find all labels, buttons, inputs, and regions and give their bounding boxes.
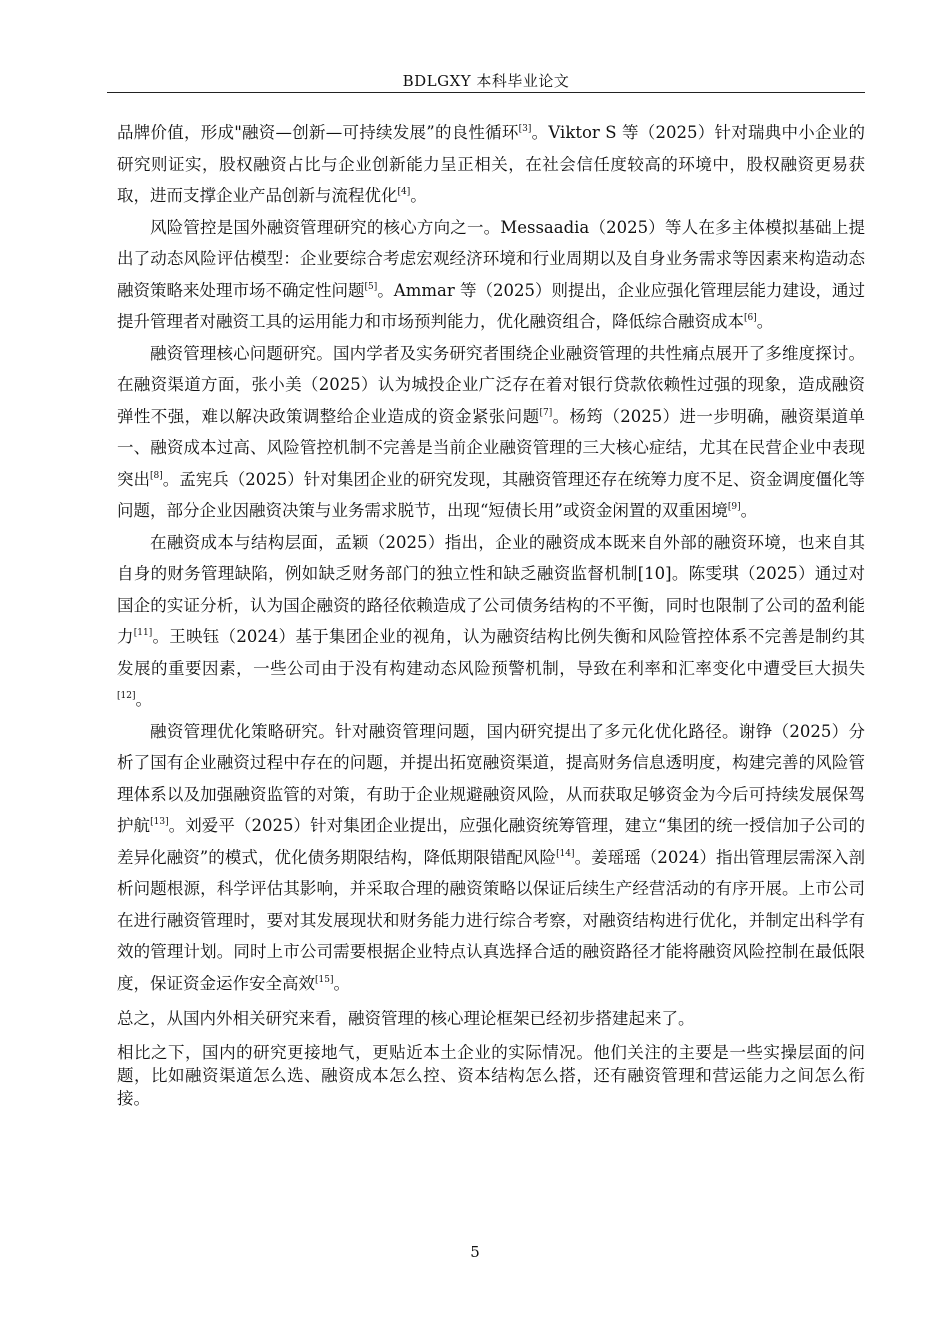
citation: [7] <box>539 407 553 418</box>
header-rule <box>107 92 865 93</box>
citation: [14] <box>556 848 575 859</box>
citation: [4] <box>397 187 411 197</box>
paragraph-2: 风险管控是国外融资管理研究的核心方向之一。Messaadia（2025）等人在多主体模拟基础上提出了动态风险评估模型：企业要综合考虑宏观经济环境和行业周期以及自身业务需求等因素来构造动态融资策略来处理市场不确定性问题[5]。Ammar 等（2025）则提出，企业应强化管理层能力建设，通过提升管理者对融资工具的运用能力和市场预判能力，优化融资组合，降低综合融资成本[6]。 <box>117 217 865 331</box>
paragraph-3: 融资管理核心问题研究。国内学者及实务研究者围绕企业融资管理的共性痛点展开了多维度探讨。在融资渠道方面，张小美（2025）认为城投企业广泛存在着对银行贷款依赖性过强的现象，造成融资弹性不强，难以解决政策调整给企业造成的资金紧张问题[7]。杨筠（2025）进一步明确，融资渠道单一、融资成本过高、风险管控机制不完善是当前企业融资管理的三大核心症结，尤其在民营企业中表现突出[8]。孟宪兵（2025）针对集团企业的研究发现，其融资管理还存在统筹力度不足、资金调度僵化等问题，部分企业因融资决策与业务需求脱节，出现“短债长用”或资金闲置的双重困境[9]。 <box>117 343 866 520</box>
summary-line: 总之，从国内外相关研究来看，融资管理的核心理论框架已经初步搭建起来了。 <box>117 1009 695 1028</box>
running-header: BDLGXY 本科毕业论文 <box>402 72 570 90</box>
citation: [11] <box>133 628 153 638</box>
paragraph-4: 在融资成本与结构层面，孟颖（2025）指出，企业的融资成本既来自外部的融资环境，也来自其自身的财务管理缺陷，例如缺乏财务部门的独立性和缺乏融资监督机制[10]。陈雯琪（2025）通过对国企的实证分析，认为国企融资的路径依赖造成了公司债务结构的不平衡，同时也限制了公司的盈利能力[11]。王映钰（2024）基于集团企业的视角，认为融资结构比例失衡和风险管控体系不完善是制约其发展的重要因素，一些公司由于没有构建动态风险预警机制，导致在利率和汇率变化中遭受巨大损失[12]。 <box>117 532 865 709</box>
paragraph-5: 融资管理优化策略研究。针对融资管理问题，国内研究提出了多元化优化路径。谢铮（2025）分析了国有企业融资过程中存在的问题，并提出拓宽融资渠道，提高财务信息透明度，构建完善的风险管理体系以及加强融资监管的对策，有助于企业规避融资风险，从而获取足够资金为今后可持续发展保驾护航[13]。刘爱平（2025）针对集团企业提出，应强化融资统筹管理，建立“集团的统一授信加子公司的差异化融资”的模式，优化债务期限结构，降低期限错配风险[14]。姜瑶瑶（2024）指出管理层需深入剖析问题根源，科学评估其影响，并采取合理的融资策略以保证后续生产经营活动的有序开展。上市公司在进行融资管理时，要对其发展现状和财务能力进行综合考察，对融资结构进行优化，并制定出科学有效的管理计划。同时上市公司需要根据企业特点认真选择合适的融资路径才能将融资风险控制在最低限度，保证资金运作安全高效[15]。 <box>117 721 865 993</box>
paragraph-1: 品牌价值，形成"融资—创新—可持续发展”的良性循环[3]。Viktor S 等（2025）针对瑞典中小企业的研究则证实，股权融资占比与企业创新能力呈正相关，在社会信任度较高的环境中，股权融资更易获取，进而支撑企业产品创新与流程优化[4]。 <box>117 123 865 205</box>
citation: [5] <box>364 281 378 292</box>
citation: [3] <box>518 124 532 134</box>
citation: [15] <box>315 974 334 985</box>
page-number: 5 <box>470 1243 480 1261</box>
citation: [13] <box>150 817 169 827</box>
citation: [6] <box>744 313 757 323</box>
citation: [12] <box>117 691 136 701</box>
body-text <box>117 117 865 1110</box>
citation: [8] <box>150 470 163 481</box>
closing-paragraph: 相比之下，国内的研究更接地气，更贴近本土企业的实际情况。他们关注的主要是一些实操层面的问题，比如融资渠道怎么选、融资成本怎么控、资本结构怎么搭，还有融资管理和营运能力之间怎么衔接。 <box>117 1042 865 1108</box>
citation: [9] <box>727 502 741 512</box>
